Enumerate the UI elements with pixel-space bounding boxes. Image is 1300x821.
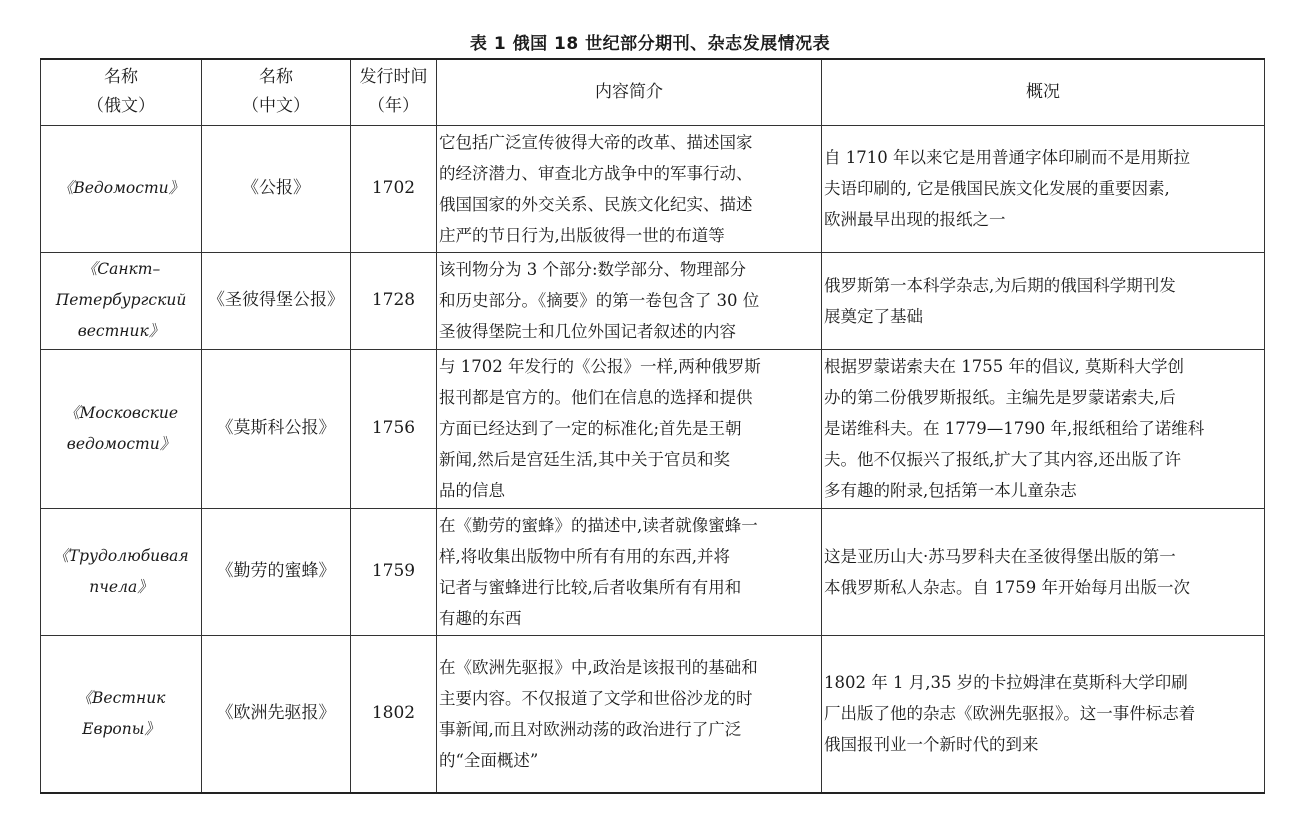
year-cell: 1728	[351, 252, 437, 349]
overview-line: 自 1710 年以来它是用普通字体印刷而不是用斯拉	[824, 148, 1190, 167]
content-line: 的经济潜力、审查北方战争中的军事行动、	[439, 163, 753, 183]
overview-line: 办的第二份俄罗斯报纸。主编先是罗蒙诺索夫,后	[824, 388, 1176, 407]
table-caption: 表 1 俄国 18 世纪部分期刊、杂志发展情况表	[469, 34, 831, 54]
name-ru-cell	[41, 635, 202, 793]
header-name-zh-line: （中文）	[242, 96, 310, 117]
name-ru-line: 《Вестник	[76, 688, 166, 707]
header-content: 内容简介	[437, 59, 822, 125]
content-line: 方面已经达到了一定的标准化;首先是王朝	[439, 419, 742, 438]
content-line: 品的信息	[439, 481, 505, 500]
overview-line: 俄罗斯第一本科学杂志,为后期的俄国科学期刊发	[824, 275, 1176, 295]
year-cell: 1759	[351, 508, 437, 635]
content-line: 新闻,然后是宫廷生活,其中关于官员和奖	[439, 450, 730, 469]
content-cell	[437, 349, 822, 508]
content-line: 报刊都是官方的。他们在信息的选择和提供	[439, 388, 753, 407]
name-ru-line: 《Ведомости》	[57, 179, 185, 197]
name-ru-line: Европы》	[82, 719, 160, 738]
name-ru-cell	[41, 508, 202, 635]
overview-cell	[822, 508, 1265, 635]
table-row	[41, 125, 1265, 252]
content-line: 庄严的节日行为,出版彼得一世的布道等	[439, 225, 725, 245]
header-name-zh-line: 名称	[259, 67, 293, 88]
header-name-ru	[41, 59, 202, 125]
content-cell	[437, 635, 822, 793]
name-ru-line: вестник》	[77, 322, 165, 340]
overview-cell	[822, 252, 1265, 349]
overview-line: 夫。他不仅振兴了报纸,扩大了其内容,还出版了许	[824, 450, 1181, 469]
name-ru-line: 《Московские	[63, 403, 179, 422]
overview-line: 俄国报刊业一个新时代的到来	[824, 735, 1039, 755]
name-zh-cell: 《圣彼得堡公报》	[202, 252, 351, 349]
year-cell: 1802	[351, 635, 437, 793]
name-ru-line: 《Санкт–	[81, 260, 161, 278]
content-line: 和历史部分。《摘要》的第一卷包含了 30 位	[439, 291, 760, 310]
overview-cell	[822, 125, 1265, 252]
name-ru-line: пчела》	[89, 577, 153, 596]
overview-cell	[822, 349, 1265, 508]
content-line: 俄国国家的外交关系、民族文化纪实、描述	[439, 194, 753, 214]
overview-line: 根据罗蒙诺索夫在 1755 年的倡议, 莫斯科大学创	[824, 357, 1184, 376]
content-line: 记者与蜜蜂进行比较,后者收集所有有用和	[439, 577, 742, 597]
year-cell: 1756	[351, 349, 437, 508]
overview-line: 欧洲最早出现的报纸之一	[824, 210, 1006, 229]
content-line: 与 1702 年发行的《公报》一样,两种俄罗斯	[439, 357, 761, 376]
content-line: 的“全面概述”	[439, 750, 539, 770]
content-line: 在《勤劳的蜜蜂》的描述中,读者就像蜜蜂一	[439, 515, 758, 535]
header-year-line: （年）	[368, 96, 419, 117]
header-year-line: 发行时间	[359, 67, 428, 88]
overview-line: 本俄罗斯私人杂志。自 1759 年开始每月出版一次	[824, 577, 1190, 597]
overview-line: 厂出版了他的杂志《欧洲先驱报》。这一事件标志着	[824, 704, 1196, 724]
overview-line: 夫语印刷的, 它是俄国民族文化发展的重要因素,	[824, 179, 1170, 198]
content-cell	[437, 252, 822, 349]
content-cell	[437, 125, 822, 252]
name-ru-line: 《Трудолюбивая	[53, 546, 189, 565]
name-ru-line: ведомости》	[66, 434, 176, 453]
content-line: 在《欧洲先驱报》中,政治是该报刊的基础和	[439, 657, 758, 677]
content-line: 样,将收集出版物中所有有用的东西,并将	[439, 546, 730, 566]
overview-line: 这是亚历山大·苏马罗科夫在圣彼得堡出版的第一	[824, 546, 1176, 566]
header-name-zh	[202, 59, 351, 125]
header-name-ru-line: 名称	[104, 67, 138, 88]
overview-line: 多有趣的附录,包括第一本儿童杂志	[824, 481, 1077, 500]
overview-line: 是诺维科夫。在 1779—1790 年,报纸租给了诺维科	[824, 419, 1205, 438]
table-row	[41, 508, 1265, 635]
name-ru-cell	[41, 125, 202, 252]
overview-line: 1802 年 1 月,35 岁的卡拉姆津在莫斯科大学印刷	[824, 673, 1188, 693]
header-year	[351, 59, 437, 125]
table-row	[41, 349, 1265, 508]
name-zh-cell: 《欧洲先驱报》	[202, 635, 351, 793]
content-line: 有趣的东西	[439, 608, 522, 628]
overview-line: 展奠定了基础	[824, 306, 923, 326]
content-line: 它包括广泛宣传彼得大帝的改革、描述国家	[439, 132, 753, 152]
name-ru-cell	[41, 252, 202, 349]
content-cell	[437, 508, 822, 635]
year-cell: 1702	[351, 125, 437, 252]
name-zh-cell: 《莫斯科公报》	[202, 349, 351, 508]
table-row	[41, 635, 1265, 793]
table-body	[41, 125, 1265, 793]
content-line: 事新闻,而且对欧洲动荡的政治进行了广泛	[439, 719, 742, 739]
content-line: 主要内容。不仅报道了文学和世俗沙龙的时	[439, 688, 753, 708]
name-zh-cell: 《勤劳的蜜蜂》	[202, 508, 351, 635]
name-ru-cell	[41, 349, 202, 508]
name-ru-line: Петербургский	[55, 291, 187, 309]
name-zh-cell: 《公报》	[202, 125, 351, 252]
content-line: 该刊物分为 3 个部分:数学部分、物理部分	[439, 260, 747, 279]
table-row	[41, 252, 1265, 349]
header-name-ru-line: （俄文）	[87, 96, 155, 117]
overview-cell	[822, 635, 1265, 793]
content-line: 圣彼得堡院士和几位外国记者叙述的内容	[439, 322, 736, 341]
header-overview: 概况	[822, 59, 1265, 125]
periodicals-table	[40, 58, 1265, 794]
header-row	[41, 59, 1265, 125]
